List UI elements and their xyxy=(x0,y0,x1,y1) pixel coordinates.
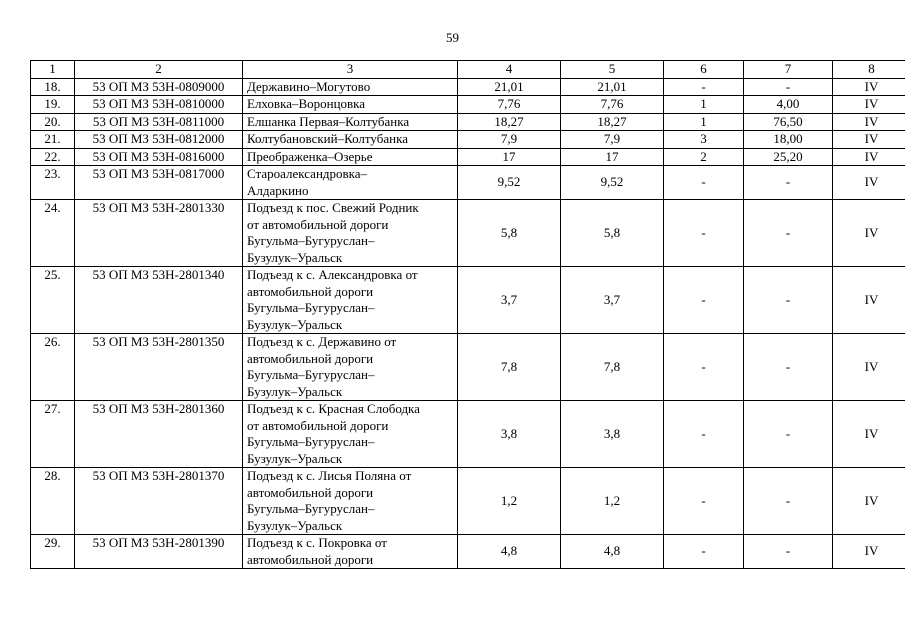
length-col5: 7,9 xyxy=(561,131,664,149)
count-col6: - xyxy=(664,267,744,334)
table-row xyxy=(31,96,905,114)
length-col5: 17 xyxy=(561,148,664,166)
row-number: 23. xyxy=(31,166,75,200)
row-number: 20. xyxy=(31,113,75,131)
table-row xyxy=(31,535,905,569)
value-col7: 4,00 xyxy=(744,96,833,114)
category: IV xyxy=(833,131,905,149)
category: IV xyxy=(833,148,905,166)
length-total: 1,2 xyxy=(458,468,561,535)
length-total: 17 xyxy=(458,148,561,166)
row-number: 19. xyxy=(31,96,75,114)
category: IV xyxy=(833,334,905,401)
row-number: 26. xyxy=(31,334,75,401)
length-col5: 3,7 xyxy=(561,267,664,334)
road-code: 53 ОП МЗ 53Н-2801370 xyxy=(75,468,243,535)
header-row xyxy=(31,61,905,79)
road-name: Староалександровка– Алдаркино xyxy=(243,166,458,200)
table-row xyxy=(31,401,905,468)
road-code: 53 ОП МЗ 53Н-0810000 xyxy=(75,96,243,114)
road-name: Елшанка Первая–Колтубанка xyxy=(243,113,458,131)
road-name: Елховка–Воронцовка xyxy=(243,96,458,114)
road-code: 53 ОП МЗ 53Н-0811000 xyxy=(75,113,243,131)
road-code: 53 ОП МЗ 53Н-0817000 xyxy=(75,166,243,200)
road-code: 53 ОП МЗ 53Н-2801360 xyxy=(75,401,243,468)
length-total: 7,9 xyxy=(458,131,561,149)
table-row xyxy=(31,334,905,401)
row-number: 24. xyxy=(31,200,75,267)
length-col5: 1,2 xyxy=(561,468,664,535)
table-row xyxy=(31,78,905,96)
table-row xyxy=(31,113,905,131)
length-col5: 7,8 xyxy=(561,334,664,401)
count-col6: - xyxy=(664,468,744,535)
category: IV xyxy=(833,468,905,535)
header-cell: 8 xyxy=(833,61,905,79)
value-col7: 25,20 xyxy=(744,148,833,166)
length-total: 9,52 xyxy=(458,166,561,200)
road-code: 53 ОП МЗ 53Н-2801390 xyxy=(75,535,243,569)
length-col5: 5,8 xyxy=(561,200,664,267)
value-col7: - xyxy=(744,267,833,334)
header-cell: 7 xyxy=(744,61,833,79)
road-name: Подъезд к с. Лисья Поляна от автомобильной дороги Бугульма–Бугуруслан– Бузулук–Уральск xyxy=(243,468,458,535)
length-col5: 3,8 xyxy=(561,401,664,468)
length-col5: 21,01 xyxy=(561,78,664,96)
category: IV xyxy=(833,113,905,131)
row-number: 21. xyxy=(31,131,75,149)
road-name: Подъезд к с. Красная Слободка от автомобильной дороги Бугульма–Бугуруслан– Бузулук–Уральск xyxy=(243,401,458,468)
road-name: Преображенка–Озерье xyxy=(243,148,458,166)
value-col7: - xyxy=(744,200,833,267)
length-total: 4,8 xyxy=(458,535,561,569)
category: IV xyxy=(833,535,905,569)
road-code: 53 ОП МЗ 53Н-2801340 xyxy=(75,267,243,334)
road-name: Державино–Могутово xyxy=(243,78,458,96)
count-col6: - xyxy=(664,78,744,96)
count-col6: 1 xyxy=(664,96,744,114)
row-number: 28. xyxy=(31,468,75,535)
row-number: 27. xyxy=(31,401,75,468)
roads-table xyxy=(30,60,905,569)
table-row xyxy=(31,468,905,535)
header-cell: 6 xyxy=(664,61,744,79)
value-col7: 18,00 xyxy=(744,131,833,149)
road-name: Подъезд к с. Покровка от автомобильной дороги xyxy=(243,535,458,569)
count-col6: 1 xyxy=(664,113,744,131)
count-col6: 3 xyxy=(664,131,744,149)
header-cell: 2 xyxy=(75,61,243,79)
table-row xyxy=(31,148,905,166)
table-row xyxy=(31,131,905,149)
table-row xyxy=(31,267,905,334)
length-total: 5,8 xyxy=(458,200,561,267)
table-row xyxy=(31,200,905,267)
header-cell: 5 xyxy=(561,61,664,79)
road-name: Подъезд к пос. Свежий Родник от автомобильной дороги Бугульма–Бугуруслан– Бузулук–Уральск xyxy=(243,200,458,267)
count-col6: - xyxy=(664,401,744,468)
length-total: 7,76 xyxy=(458,96,561,114)
header-cell: 3 xyxy=(243,61,458,79)
category: IV xyxy=(833,96,905,114)
row-number: 25. xyxy=(31,267,75,334)
road-code: 53 ОП МЗ 53Н-2801350 xyxy=(75,334,243,401)
category: IV xyxy=(833,200,905,267)
count-col6: - xyxy=(664,200,744,267)
road-name: Подъезд к с. Державино от автомобильной дороги Бугульма–Бугуруслан– Бузулук–Уральск xyxy=(243,334,458,401)
value-col7: 76,50 xyxy=(744,113,833,131)
length-col5: 9,52 xyxy=(561,166,664,200)
road-code: 53 ОП МЗ 53Н-0812000 xyxy=(75,131,243,149)
count-col6: - xyxy=(664,535,744,569)
road-code: 53 ОП МЗ 53Н-2801330 xyxy=(75,200,243,267)
length-col5: 7,76 xyxy=(561,96,664,114)
length-total: 3,7 xyxy=(458,267,561,334)
value-col7: - xyxy=(744,535,833,569)
category: IV xyxy=(833,166,905,200)
category: IV xyxy=(833,401,905,468)
value-col7: - xyxy=(744,401,833,468)
category: IV xyxy=(833,78,905,96)
length-col5: 4,8 xyxy=(561,535,664,569)
length-total: 18,27 xyxy=(458,113,561,131)
count-col6: - xyxy=(664,334,744,401)
row-number: 18. xyxy=(31,78,75,96)
road-name: Подъезд к с. Александровка от автомобильной дороги Бугульма–Бугуруслан– Бузулук–Уральск xyxy=(243,267,458,334)
row-number: 22. xyxy=(31,148,75,166)
value-col7: - xyxy=(744,334,833,401)
length-total: 21,01 xyxy=(458,78,561,96)
road-code: 53 ОП МЗ 53Н-0816000 xyxy=(75,148,243,166)
road-code: 53 ОП МЗ 53Н-0809000 xyxy=(75,78,243,96)
length-total: 3,8 xyxy=(458,401,561,468)
length-total: 7,8 xyxy=(458,334,561,401)
value-col7: - xyxy=(744,468,833,535)
length-col5: 18,27 xyxy=(561,113,664,131)
header-cell: 1 xyxy=(31,61,75,79)
road-name: Колтубановский–Колтубанка xyxy=(243,131,458,149)
count-col6: 2 xyxy=(664,148,744,166)
count-col6: - xyxy=(664,166,744,200)
header-cell: 4 xyxy=(458,61,561,79)
page-number: 59 xyxy=(446,30,459,45)
value-col7: - xyxy=(744,166,833,200)
table-row xyxy=(31,166,905,200)
category: IV xyxy=(833,267,905,334)
value-col7: - xyxy=(744,78,833,96)
row-number: 29. xyxy=(31,535,75,569)
